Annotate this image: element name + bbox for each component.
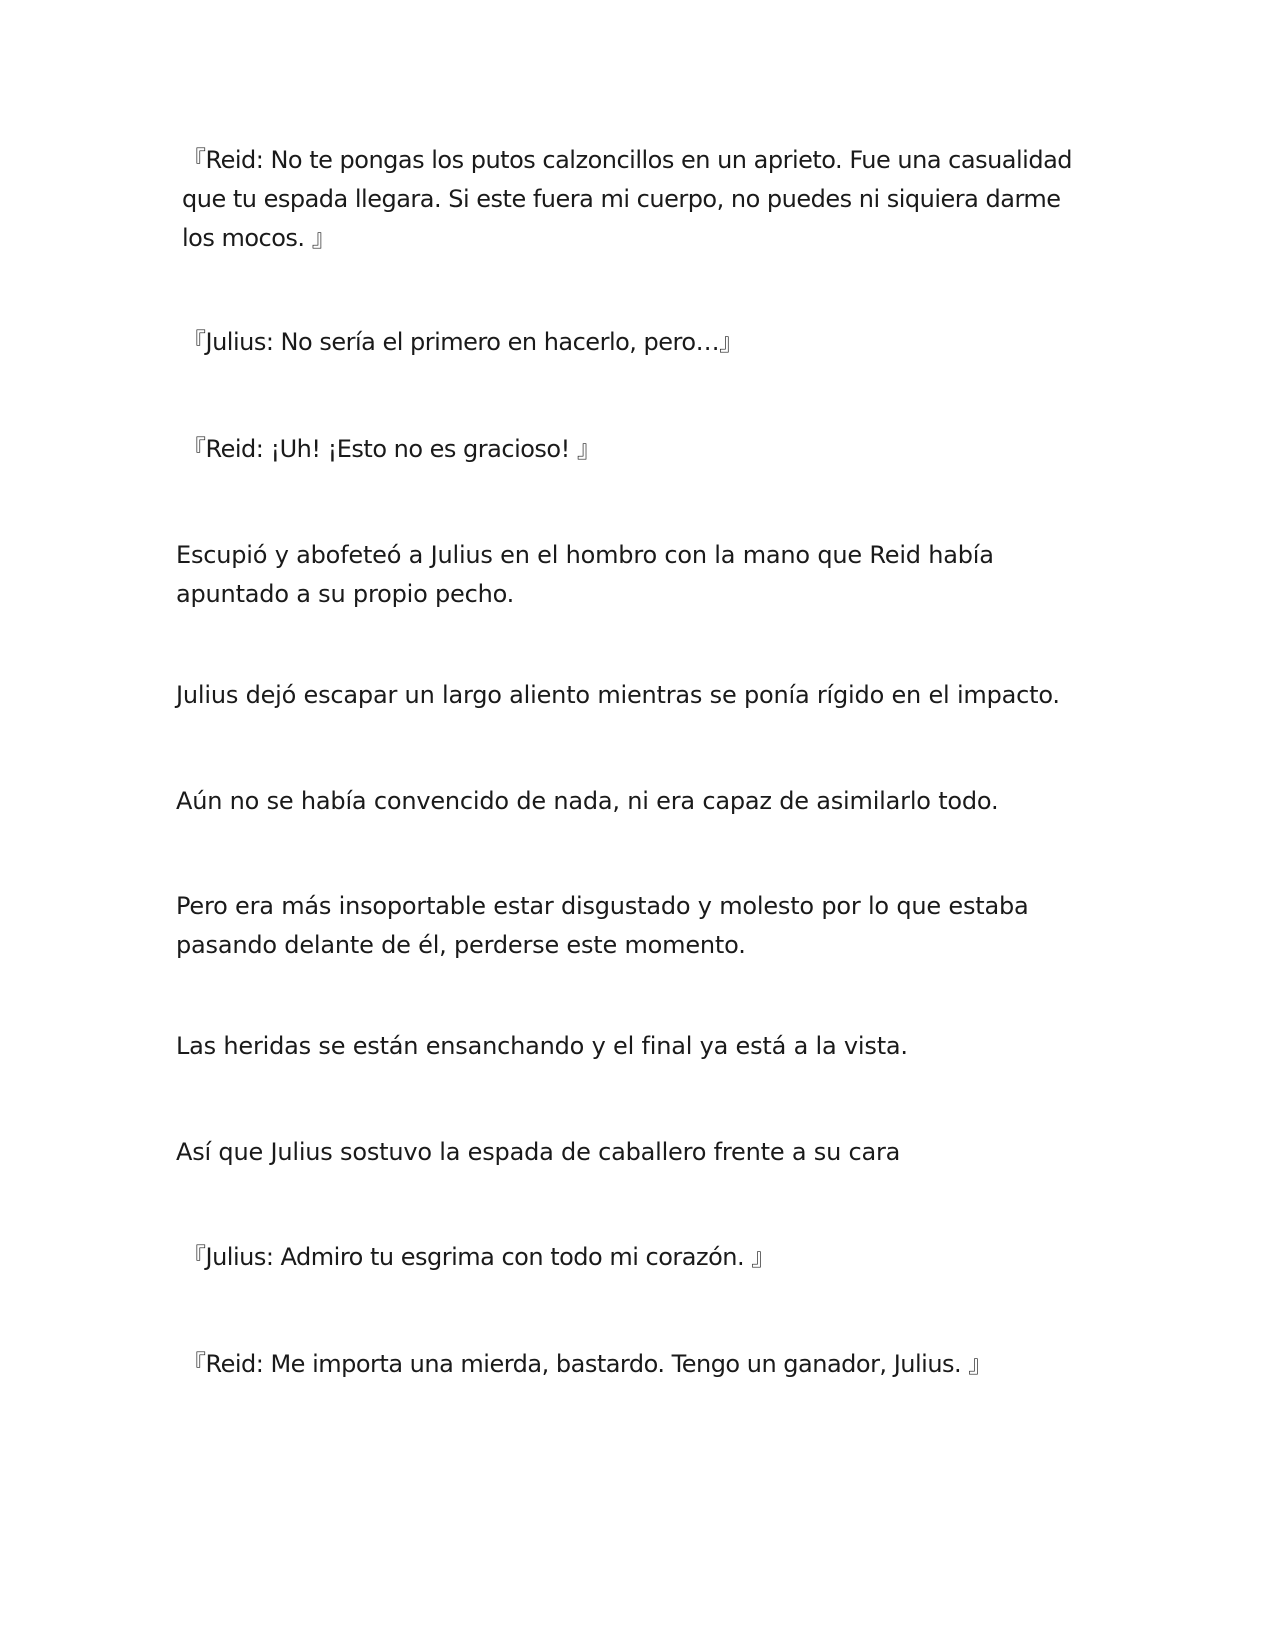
paragraph-julius-primero (182, 323, 1112, 362)
text-line: 『Julius: No sería el primero en hacerlo, pero…』 (182, 328, 743, 356)
text-line: Julius dejó escapar un largo aliento mientras se ponía rígido en el impacto. (176, 681, 1060, 709)
text-line: pasando delante de él, perderse este momento. (176, 931, 746, 959)
paragraph-reid-gracioso (182, 430, 1112, 469)
paragraph-heridas (176, 1027, 1106, 1066)
text-line: Las heridas se están ensanchando y el final ya está a la vista. (176, 1032, 908, 1060)
text-line: 『Reid: No te pongas los putos calzoncillos en un aprieto. Fue una casualidad (182, 146, 1073, 174)
paragraph-insoportable (176, 887, 1106, 965)
text-line: 『Julius: Admiro tu esgrima con todo mi corazón. 』 (182, 1243, 775, 1271)
paragraph-largo-aliento (176, 676, 1106, 715)
text-line: 『Reid: Me importa una mierda, bastardo. Tengo un ganador, Julius. 』 (182, 1350, 992, 1378)
text-line: que tu espada llegara. Si este fuera mi cuerpo, no puedes ni siquiera darme (182, 185, 1061, 213)
paragraph-reid-calzoncillos (182, 141, 1112, 258)
paragraph-convencido (176, 782, 1106, 821)
text-line: Aún no se había convencido de nada, ni era capaz de asimilarlo todo. (176, 787, 999, 815)
paragraph-escupio (176, 536, 1106, 614)
text-line: los mocos. 』 (182, 224, 336, 252)
paragraph-espada-caballero (176, 1133, 1106, 1172)
text-line: apuntado a su propio pecho. (176, 580, 515, 608)
text-line: 『Reid: ¡Uh! ¡Esto no es gracioso! 』 (182, 435, 601, 463)
paragraph-reid-ganador (182, 1345, 1112, 1384)
text-line: Escupió y abofeteó a Julius en el hombro con la mano que Reid había (176, 541, 994, 569)
text-line: Así que Julius sostuvo la espada de caballero frente a su cara (176, 1138, 901, 1166)
text-line: Pero era más insoportable estar disgustado y molesto por lo que estaba (176, 892, 1029, 920)
paragraph-julius-admiro (182, 1238, 1112, 1277)
